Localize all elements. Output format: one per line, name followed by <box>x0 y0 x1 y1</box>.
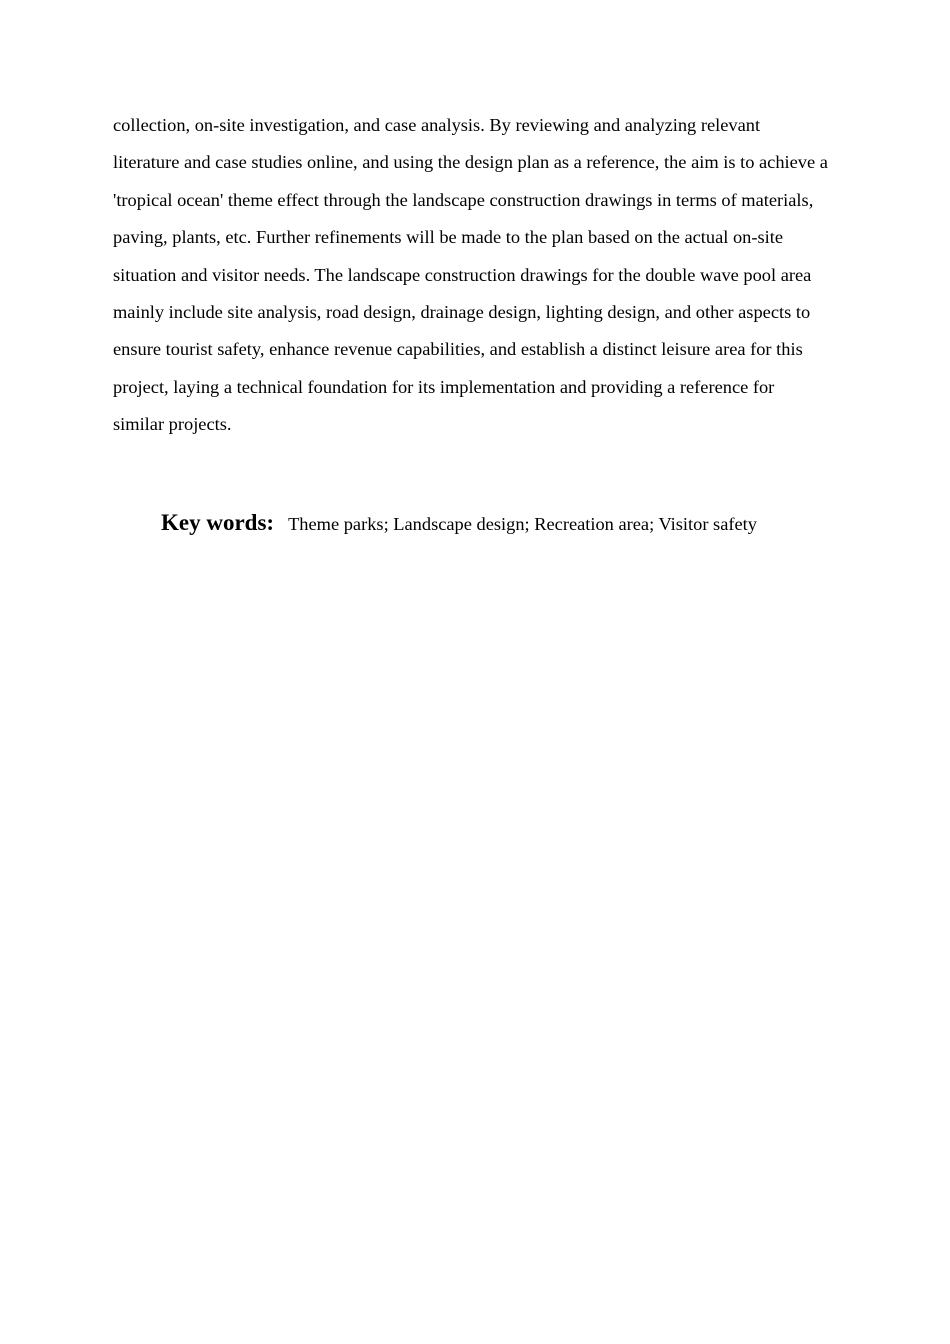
keywords-text: Theme parks; Landscape design; Recreation area; Visitor safety <box>288 514 757 534</box>
abstract-line-8: project, laying a technical foundation for its implementation and providing a reference for <box>113 376 775 397</box>
abstract-line-2: literature and case studies online, and using the design plan as a reference, the aim is to achieve a <box>113 152 828 173</box>
keywords-label: Key words: <box>161 510 275 535</box>
abstract-line-9: similar projects. <box>113 414 232 435</box>
abstract-line-3: 'tropical ocean' theme effect through the landscape construction drawings in terms of materials, <box>113 189 814 210</box>
abstract-line-7: ensure tourist safety, enhance revenue capabilities, and establish a distinct leisure area for this <box>113 339 803 360</box>
abstract-line-4: paving, plants, etc. Further refinements will be made to the plan based on the actual on-site <box>113 227 784 248</box>
keywords-section <box>161 503 881 544</box>
abstract-paragraph <box>113 107 873 444</box>
abstract-line-1: collection, on-site investigation, and case analysis. By reviewing and analyzing relevant <box>113 115 761 135</box>
abstract-line-6: mainly include site analysis, road design, drainage design, lighting design, and other aspects to <box>113 301 811 322</box>
abstract-line-5: situation and visitor needs. The landscape construction drawings for the double wave pool area <box>113 264 812 285</box>
